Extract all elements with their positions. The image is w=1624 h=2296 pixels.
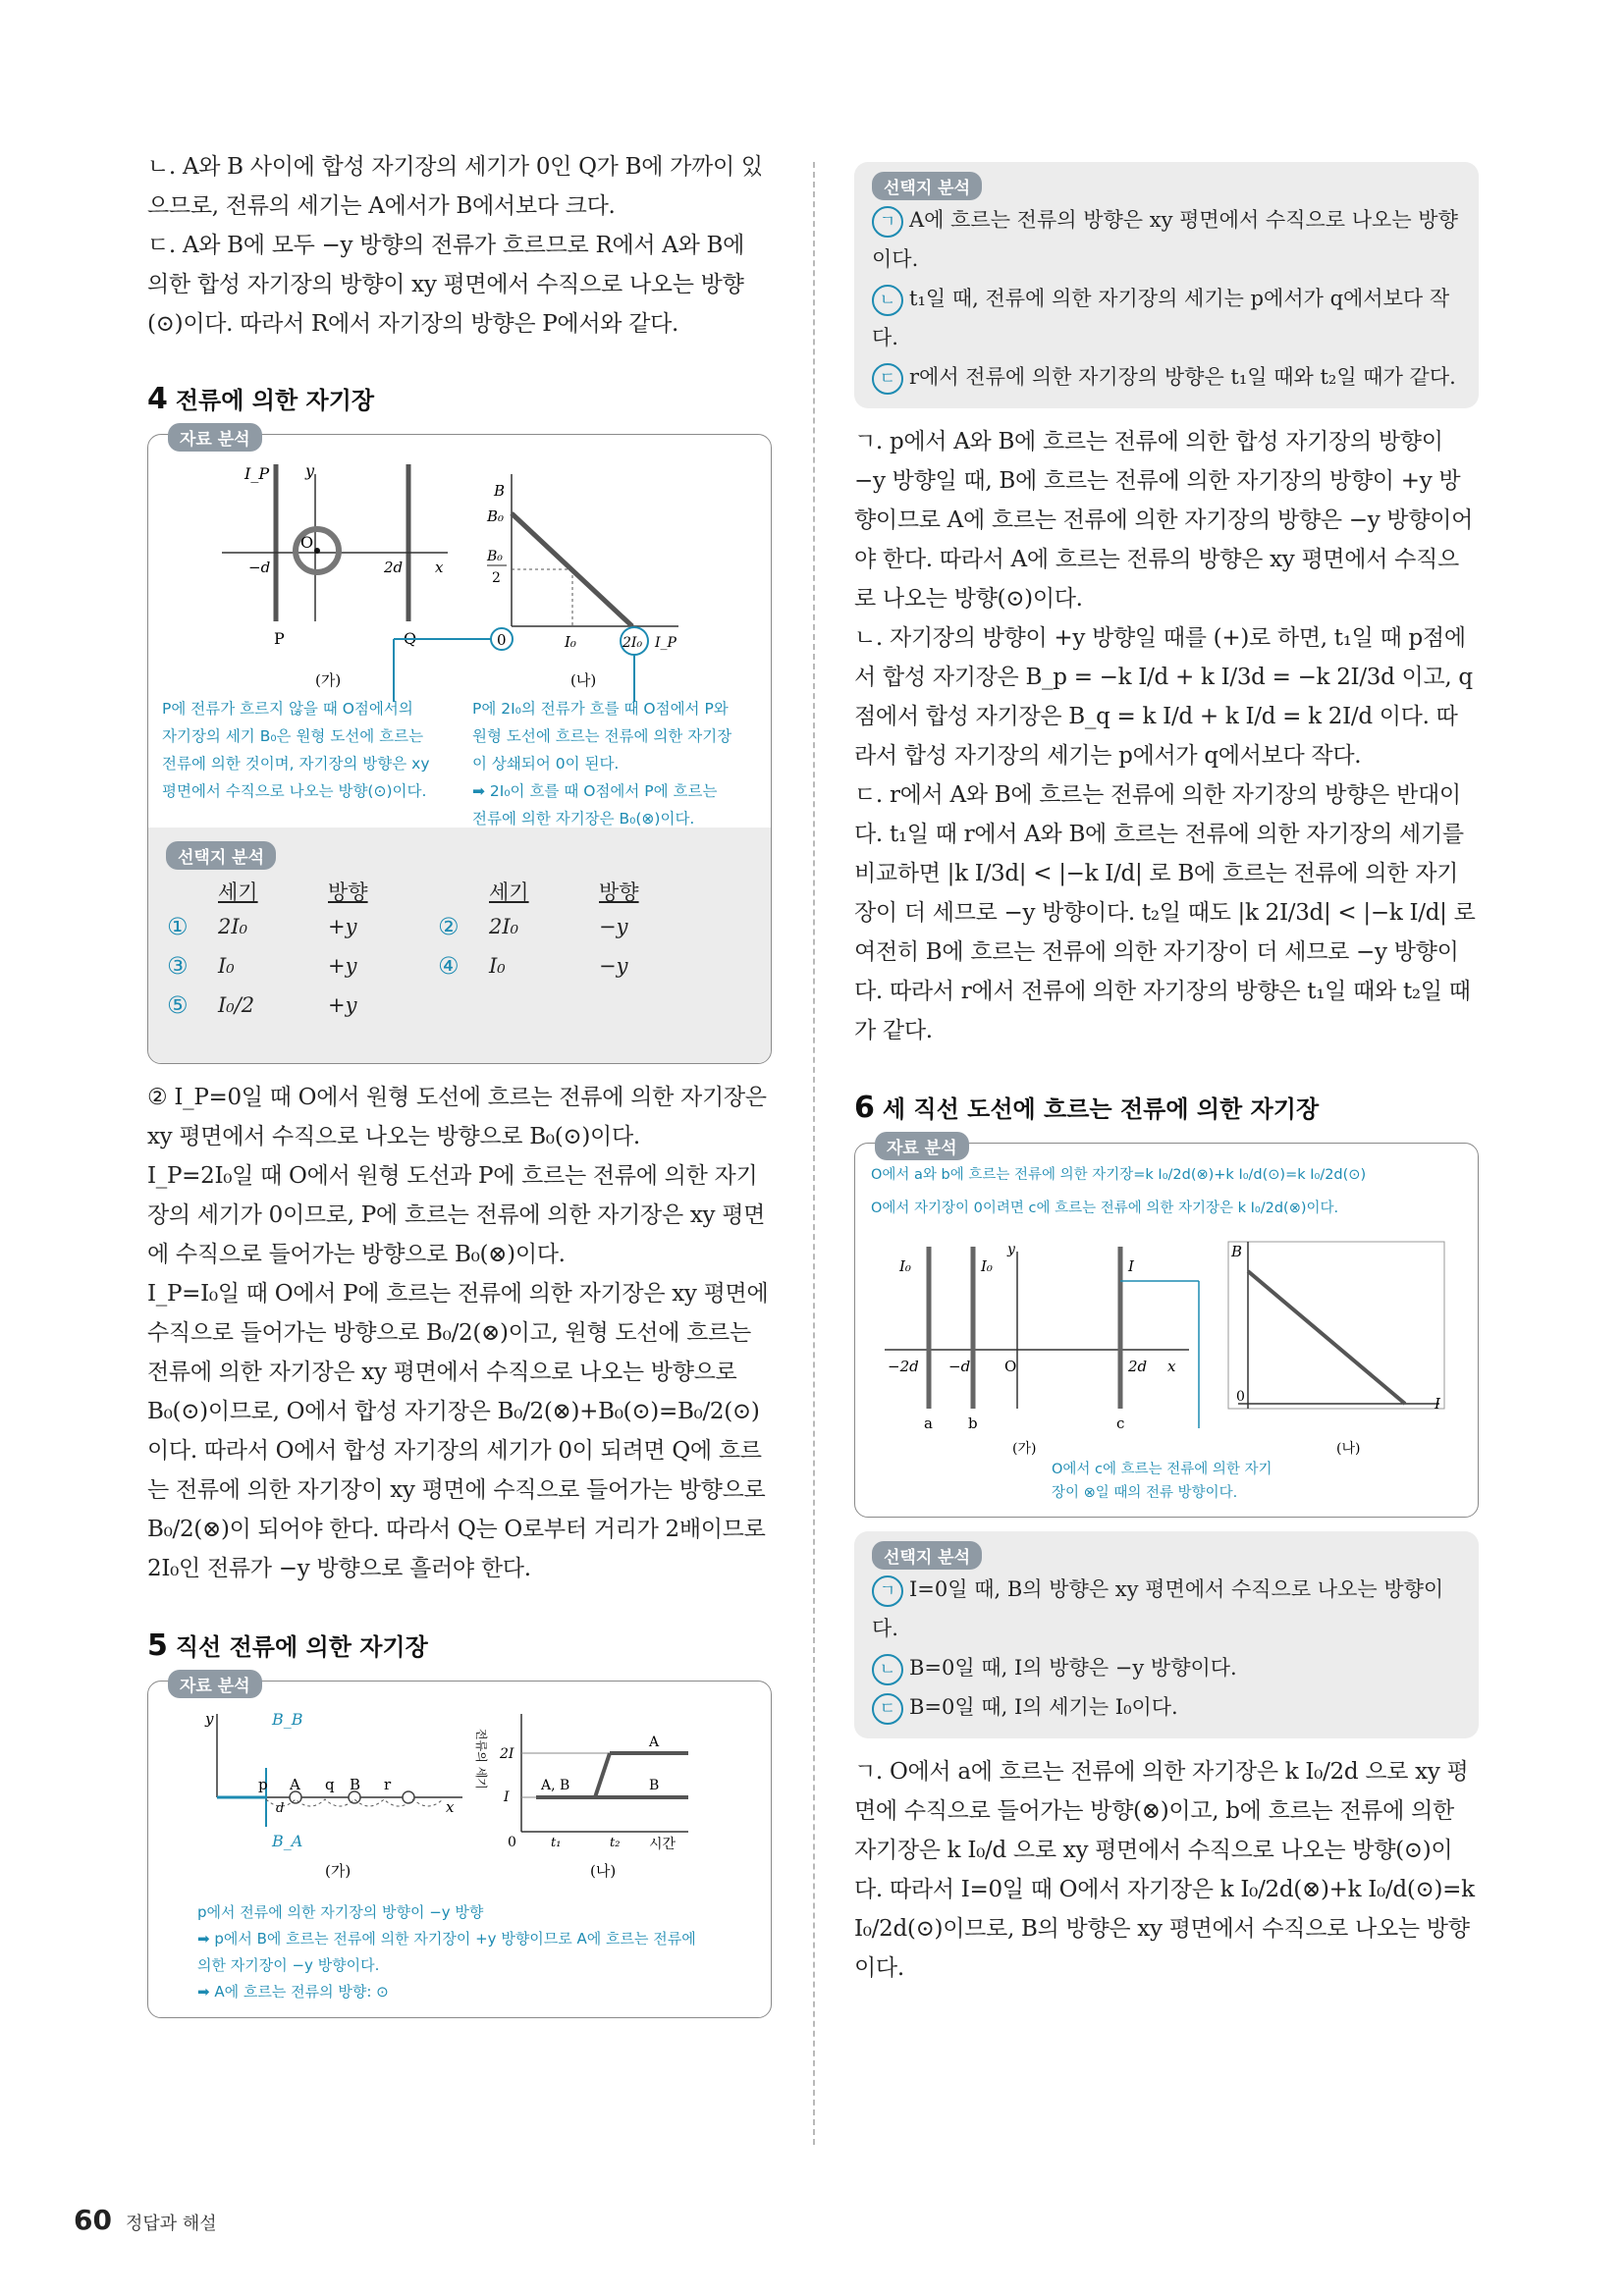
wire-q-label: Q	[404, 629, 417, 648]
origin-label-6: O	[1004, 1358, 1017, 1375]
choice-1-mark: ①	[167, 913, 189, 940]
graph-zero-label-6: 0	[1236, 1389, 1245, 1405]
choice-analysis-6	[854, 1531, 1479, 1738]
section-5-data-box	[147, 1677, 772, 2018]
fig-a-caption: (가)	[315, 671, 342, 689]
y-axis-label-6: y	[1007, 1242, 1015, 1257]
section-6-explanation: ㄱ. O에서 a에 흐르는 전류에 의한 자기장은 k I₀/2d 으로 xy 평면에 수직으로 들어가는 방향(⊗)이고, b에 흐르는 전류에 의한 자기장은 k I₀/d 으로 xy 평면에서 수직으로 나오는 방향(⊙)이다. 따라서 I=0일 때 O에서 자기장은 k I₀/2d(⊗)+k I₀/d(⊙)=k I₀/2d(⊙)이므로, B의 방향은 xy 평면에서 수직으로 나오는 방향이다.	[854, 1759, 1475, 1981]
footer-label: 정답과 해설	[125, 2214, 217, 2234]
graph-t2-label: t₂	[610, 1836, 621, 1850]
left-column	[147, 147, 772, 2018]
minus-d-label: −d	[248, 559, 271, 576]
graph-2i-label: 2I	[500, 1746, 514, 1762]
section-6-note-1: O에서 a와 b에 흐르는 전류에 의한 자기장=k I₀/2d(⊗)+k I₀/d(⊙)=k I₀/2d(⊙)	[871, 1167, 1367, 1183]
choice-analysis-5	[854, 162, 1479, 408]
choice-item-2: ㄴ t₁일 때, 전류에 의한 자기장의 세기는 p에서가 q에서보다 작다.	[872, 279, 1461, 357]
y-axis-label-5: y	[205, 1710, 214, 1728]
choice-6-item-2: ㄴ B=0일 때, I의 방향은 −y 방향이다.	[872, 1648, 1461, 1687]
graph-series-b: B	[649, 1778, 660, 1793]
page-number: 60	[74, 2204, 112, 2236]
graph-b0-label: B₀	[487, 507, 505, 525]
graph-zero-label: 0	[497, 631, 507, 649]
section-4-data-box	[147, 430, 772, 1064]
choice-6-item-3: ㄷ B=0일 때, I의 세기는 I₀이다.	[872, 1687, 1461, 1727]
fig-a-caption-5: (가)	[325, 1862, 352, 1880]
choice-item-1: ㄱ A에 흐르는 전류의 방향은 xy 평면에서 수직으로 나오는 방향이다.	[872, 200, 1461, 279]
right-column	[854, 162, 1479, 1988]
graph-b-label-6: B	[1231, 1243, 1243, 1260]
graph-b-label: B	[494, 482, 506, 500]
page-footer	[74, 2204, 217, 2236]
section-4-explanation: ② I_P=0일 때 O에서 원형 도선에 흐르는 전류에 의한 자기장은 xy 평면에서 수직으로 나오는 방향으로 B₀(⊙)이다. I_P=2I₀일 때 O에서 원형 도선과 P에 흐르는 전류에 의한 자기장의 세기가 0이므로, P에 흐르는 전류에 의한 자기장은 xy 평면에 수직으로 들어가는 방향으로 B₀(⊗)이다. I_P=I₀일 때 O에서 P에 흐르는 전류에 의한 자기장은 xy 평면에 수직으로 들어가는 방향으로 B₀/2(⊗)이고, 원형 도선에 흐르는 전류에 의한 자기장은 xy 평면에서 수직으로 나오는 방향으로 B₀(⊙)이므로, O에서 합성 자기장은 B₀/2(⊗)+B₀(⊙)=B₀/2(⊙)이다. 따라서 O에서 합성 자기장의 세기가 0이 되려면 Q에 흐르는 전류에 의한 자기장이 xy 평면에 수직으로 들어가는 방향으로 B₀/2(⊗)이 되어야 한다. 따라서 Q는 O로부터 거리가 2배이므로 2I₀인 전류가 −y 방향으로 흘러야 한다.	[147, 1085, 769, 1581]
two-d-label-6: 2d	[1128, 1358, 1148, 1375]
two-d-label: 2d	[384, 559, 404, 576]
choice-6-item-1: ㄱ I=0일 때, B의 방향은 xy 평면에서 수직으로 나오는 방향이다.	[872, 1570, 1461, 1648]
distance-d-label: d	[276, 1801, 285, 1816]
current-c-label: I	[1128, 1257, 1134, 1275]
field-bb-label: B_B	[272, 1710, 303, 1729]
section-5-figure	[148, 1699, 773, 1896]
y-axis-label: y	[305, 461, 315, 480]
choice-analysis-tag-5: 선택지 분석	[872, 172, 982, 200]
section-5-notes: p에서 전류에 의한 자기장의 방향이 −y 방향 ➡ p에서 B에 흐르는 전류에 의한 자기장이 +y 방향이므로 A에 흐르는 전류에 의한 자기장이 −y 방향이다. ➡ A에 흐르는 전류의 방향: ⊙	[197, 1903, 696, 2001]
wire-p-label: P	[274, 629, 285, 648]
graph-2i0-label: 2I₀	[623, 635, 643, 651]
choice-3-mark: ③	[167, 952, 189, 980]
section-6-figure	[855, 1232, 1480, 1458]
minus-2d-label: −2d	[888, 1358, 919, 1375]
graph-b0-half-num: B₀	[487, 549, 503, 564]
choice-item-3: ㄷ r에서 전류에 의한 자기장의 방향은 t₁일 때와 t₂일 때가 같다.	[872, 357, 1461, 397]
intro-paragraph-2: ㄷ. A와 B에 모두 −y 방향의 전류가 흐르므로 R에서 A와 B에 의한 합성 자기장의 방향이 xy 평면에서 수직으로 나오는 방향(⊙)이다. 따라서 R에서 자기장의 방향은 P에서와 같다.	[147, 233, 745, 337]
section-4-heading: 4 전류에 의한 자기장	[147, 382, 375, 416]
graph-ylabel-5: 전류의 세기	[474, 1729, 488, 1789]
section-4-figure	[148, 445, 773, 689]
choice-analysis-tag-6: 선택지 분석	[872, 1541, 982, 1570]
current-a-label: I₀	[899, 1257, 911, 1275]
graph-t1-label: t₁	[551, 1836, 562, 1850]
note-left: P에 전류가 흐르지 않을 때 O점에서의 자기장의 세기 B₀은 원형 도선에 흐르는 전류에 의한 것이며, 자기장의 방향은 xy 평면에서 수직으로 나오는 방향(⊙)이다.	[162, 700, 430, 800]
graph-series-a: A	[649, 1735, 660, 1750]
data-analysis-tag-5: 자료 분석	[168, 1670, 262, 1698]
x-axis-label: x	[435, 559, 444, 576]
x-axis-label-5: x	[446, 1798, 455, 1816]
x-axis-label-6: x	[1167, 1358, 1176, 1375]
field-ba-label: B_A	[272, 1832, 303, 1850]
graph-time-label: 시간	[649, 1837, 677, 1852]
current-b-label: I₀	[981, 1257, 993, 1275]
choice-analysis-tag-4: 선택지 분석	[166, 841, 276, 870]
fig-b-caption-5: (나)	[590, 1862, 617, 1880]
data-analysis-tag: 자료 분석	[168, 423, 262, 452]
wire-a-label: A	[290, 1776, 300, 1793]
wire-b-label: B	[350, 1776, 361, 1793]
point-p-label: p	[258, 1776, 268, 1793]
wire-c-label-6: c	[1116, 1415, 1125, 1432]
point-r-label: r	[384, 1776, 392, 1793]
graph-ip-label: I_P	[655, 635, 677, 651]
column-divider	[813, 162, 815, 2145]
note-right: P에 2I₀의 전류가 흐를 때 O점에서 P와 원형 도선에 흐르는 전류에 의한 자기장 이 상쇄되어 0이 된다. ➡ 2I₀이 흐를 때 O점에서 P에 흐르는 전류에 의한 자기장은 B₀(⊗)이다.	[472, 700, 732, 828]
data-analysis-tag-6: 자료 분석	[875, 1132, 969, 1160]
graph-i-label-6: I	[1435, 1395, 1440, 1413]
graph-zero-label-5: 0	[508, 1835, 516, 1850]
section-6-note-3: O에서 c에 흐르는 전류에 의한 자기 장이 ⊗일 때의 전류 방향이다.	[1052, 1462, 1272, 1501]
choice-4-mark: ④	[438, 952, 460, 980]
minus-d-label-6: −d	[948, 1358, 971, 1375]
choice-analysis-4	[148, 828, 771, 1063]
section-6-data-box	[854, 1139, 1479, 1518]
section-5-heading: 5 직선 전류에 의한 자기장	[147, 1629, 428, 1663]
section-6-heading: 6 세 직선 도선에 흐르는 전류에 의한 자기장	[854, 1091, 1320, 1125]
fig-b-caption: (나)	[570, 671, 597, 689]
section-5-explanation: ㄱ. p에서 A와 B에 흐르는 전류에 의한 합성 자기장의 방향이 −y 방향일 때, B에 흐르는 전류에 의한 자기장의 방향이 +y 방향이므로 A에 흐르는 전류에 의한 자기장의 방향은 −y 방향이어야 한다. 따라서 A에 흐르는 전류의 방향은 xy 평면에서 수직으로 나오는 방향(⊙)이다. ㄴ. 자기장의 방향이 +y 방향일 때를 (+)로 하면, t₁일 때 p점에서 합성 자기장은 B_p = −k I/d + k I/3d = −k 2I/3d 이고, q점에서 합성 자기장은 B_q = k I/d + k I/d = k 2I/d 이다. 따라서 합성 자기장의 세기는 p에서가 q에서보다 작다. ㄷ. r에서 A와 B에 흐르는 전류에 의한 자기장의 방향은 반대이다. t₁일 때 r에서 A와 B에 흐르는 전류에 의한 자기장의 세기를 비교하면 |k I/3d| < |−k I/d| 로 B에 흐르는 전류에 의한 자기장이 더 세므로 −y 방향이다. t₂일 때도 |k 2I/3d| < |−k I/d| 로 여전히 B에 흐르는 전류에 의한 자기장이 더 세므로 −y 방향이다. 따라서 r에서 전류에 의한 자기장의 방향은 t₁일 때와 t₂일 때가 같다.	[854, 429, 1476, 1043]
choice-5-mark: ⑤	[167, 991, 189, 1019]
ip-label: I_P	[244, 464, 270, 483]
wire-b-label-6: b	[968, 1415, 978, 1432]
wire-a-label-6: a	[924, 1415, 933, 1432]
graph-b0-half-den: 2	[492, 570, 501, 586]
intro-paragraph-1: ㄴ. A와 B 사이에 합성 자기장의 세기가 0인 Q가 B에 가까이 있으므로, 전류의 세기는 A에서가 B에서보다 크다.	[147, 154, 763, 219]
fig-a-caption-6: (가)	[1012, 1441, 1037, 1457]
graph-i-label: I	[504, 1789, 510, 1805]
point-q-label: q	[325, 1776, 335, 1793]
origin-label: O	[300, 533, 314, 552]
graph-series-ab: A, B	[541, 1778, 570, 1793]
section-6-note-2: O에서 자기장이 0이려면 c에 흐르는 전류에 의한 자기장은 k I₀/2d(⊗)이다.	[871, 1201, 1339, 1216]
choice-2-mark: ②	[438, 913, 460, 940]
choice-table: 세기 방향 세기 방향 ① 2I₀ +y ② 2I₀ −y ③ I₀ +y ④ I₀ −y ⑤ I₀/2 +y	[166, 876, 708, 1025]
graph-i0-label: I₀	[565, 633, 576, 651]
fig-b-caption-6: (나)	[1336, 1441, 1361, 1457]
